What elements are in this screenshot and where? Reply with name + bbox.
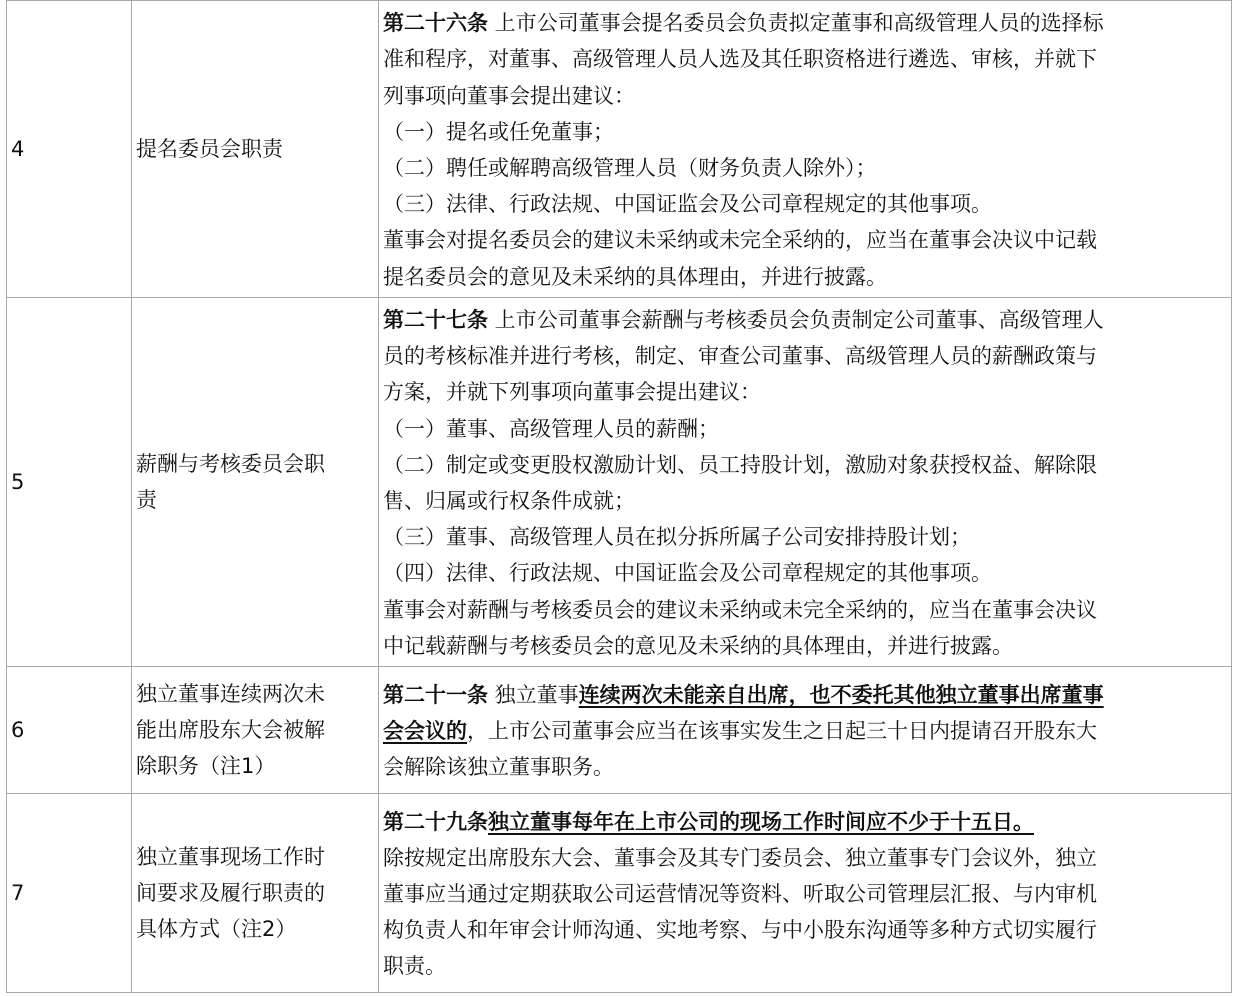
provision-segment: 上市公司董事会提名委员会负责拟定董事和高级管理人员的选择标: [488, 11, 1104, 36]
provision-segment: （二）聘任或解聘高级管理人员（财务负责人除外）；: [383, 156, 877, 180]
article-number: 第二十六条: [383, 11, 488, 36]
provision-line: [383, 677, 1227, 713]
provision-line: [383, 483, 1227, 519]
provision-line: [383, 338, 1227, 374]
provision-segment: 列事项向董事会提出建议：: [383, 83, 635, 108]
provision-line: [383, 628, 1227, 664]
row-provision: [379, 794, 1232, 993]
topic-line: 具体方式（注2）: [136, 917, 297, 942]
provision-line: [383, 713, 1227, 749]
row-provision: [379, 298, 1232, 667]
topic-line: 独立董事连续两次未: [136, 681, 325, 706]
provision-segment: ，上市公司董事会应当在该事实发生之日起三十日内提请召开股东大: [467, 718, 1097, 743]
provision-segment: 方案，并就下列事项向董事会提出建议：: [383, 380, 761, 405]
provision-line: [383, 186, 1227, 222]
provision-line: [383, 876, 1227, 912]
provision-segment: （四）法律、行政法规、中国证监会及公司章程规定的其他事项。: [383, 561, 992, 586]
provision-segment: 董事会对薪酬与考核委员会的建议未采纳或未完全采纳的，应当在董事会决议: [383, 597, 1097, 622]
provision-segment: 准和程序，对董事、高级管理人员人选及其任职资格进行遴选、审核，并就下: [383, 47, 1097, 72]
provision-segment: 提名委员会的意见及未采纳的具体理由，并进行披露。: [383, 264, 887, 289]
row-number: 5: [7, 298, 132, 667]
row-number: 7: [7, 794, 132, 993]
row-topic: [132, 794, 379, 993]
emphasized-text: 独立董事每年在上市公司的现场工作时间应不少于十五日。: [488, 809, 1034, 834]
provision-line: [383, 302, 1227, 338]
provision-line: [383, 519, 1227, 555]
rules-table: [6, 0, 1232, 993]
provision-segment: 职责。: [383, 954, 446, 979]
row-number: 6: [7, 667, 132, 794]
row-topic: [132, 667, 379, 794]
provision-line: [383, 592, 1227, 628]
row-number: 4: [7, 1, 132, 298]
provision-text: [383, 673, 1227, 788]
provision-segment: （一）董事、高级管理人员的薪酬；: [383, 416, 719, 441]
provision-segment: 董事应当通过定期获取公司运营情况等资料、听取公司管理层汇报、与内审机: [383, 881, 1097, 906]
provision-segment: 售、归属或行权条件成就；: [383, 489, 635, 514]
article-number: 第二十九条: [383, 809, 488, 834]
table-row: [7, 298, 1232, 667]
provision-line: [383, 5, 1227, 41]
provision-line: [383, 749, 1227, 785]
topic-line: 责: [136, 488, 157, 513]
provision-line: [383, 259, 1227, 295]
provision-segment: 独立董事: [488, 682, 579, 707]
provision-line: [383, 374, 1227, 410]
topic-line: 除职务（注1）: [136, 754, 276, 779]
provision-line: [383, 912, 1227, 948]
provision-line: [383, 41, 1227, 77]
provision-line: [383, 222, 1227, 258]
topic-line: 薪酬与考核委员会职: [136, 451, 325, 476]
provision-text: [383, 1, 1227, 297]
topic-line: 能出席股东大会被解: [136, 717, 325, 742]
topic-line: 提名委员会职责: [136, 136, 283, 161]
provision-segment: 除按规定出席股东大会、董事会及其专门委员会、独立董事专门会议外，独立: [383, 845, 1097, 870]
emphasized-text: 会会议的: [383, 718, 467, 743]
table-row: [7, 1, 1232, 298]
topic-line: 间要求及履行职责的: [136, 880, 325, 905]
provision-segment: 中记载薪酬与考核委员会的意见及未采纳的具体理由，并进行披露。: [383, 633, 1013, 658]
provision-segment: （一）提名或任免董事；: [383, 119, 614, 144]
article-number: 第二十七条: [383, 308, 488, 332]
row-topic: [132, 298, 379, 667]
row-provision: [379, 1, 1232, 298]
table-row: [7, 794, 1232, 993]
provision-line: [383, 555, 1227, 591]
row-provision: [379, 667, 1232, 794]
provision-line: [383, 447, 1227, 483]
provision-segment: （三）法律、行政法规、中国证监会及公司章程规定的其他事项。: [383, 192, 992, 217]
provision-segment: 员的考核标准并进行考核，制定、审查公司董事、高级管理人员的薪酬政策与: [383, 344, 1097, 369]
provision-line: [383, 150, 1227, 186]
topic-line: 独立董事现场工作时: [136, 844, 325, 869]
provision-text: [383, 800, 1227, 987]
article-number: 第二十一条: [383, 682, 488, 707]
table-row: [7, 667, 1232, 794]
provision-line: [383, 948, 1227, 984]
provision-line: [383, 78, 1227, 114]
provision-line: [383, 411, 1227, 447]
provision-line: [383, 804, 1227, 840]
row-topic: [132, 1, 379, 298]
emphasized-text: 连续两次未能亲自出席，也不委托其他独立董事出席董事: [578, 682, 1104, 707]
provision-line: [383, 114, 1227, 150]
provision-line: [383, 840, 1227, 876]
provision-segment: 构负责人和年审会计师沟通、实地考察、与中小股东沟通等多种方式切实履行: [383, 918, 1097, 943]
provision-text: [383, 298, 1227, 666]
provision-segment: 上市公司董事会薪酬与考核委员会负责制定公司董事、高级管理人: [488, 308, 1104, 332]
provision-segment: （二）制定或变更股权激励计划、员工持股计划，激励对象获授权益、解除限: [383, 452, 1097, 477]
provision-segment: （三）董事、高级管理人员在拟分拆所属子公司安排持股计划；: [383, 525, 971, 550]
provision-segment: 董事会对提名委员会的建议未采纳或未完全采纳的，应当在董事会决议中记载: [383, 228, 1097, 253]
provision-segment: 会解除该独立董事职务。: [383, 755, 614, 780]
